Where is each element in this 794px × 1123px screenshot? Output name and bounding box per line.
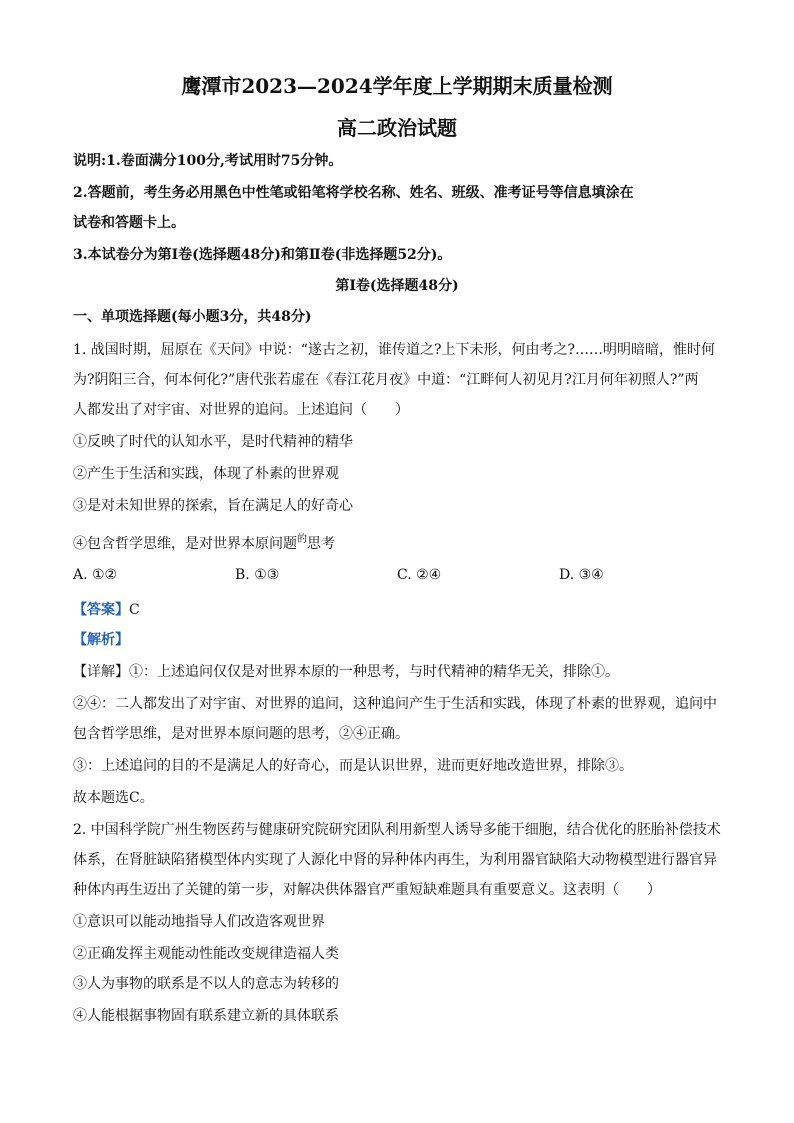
detail-text-1: ①：上述追问仅仅是对世界本原的一种思考，与时代精神的精华无关，排除①。 xyxy=(129,664,619,680)
exam-subtitle: 高二政治试题 xyxy=(337,116,457,140)
part-title: 一、单项选择题(每小题3分，共48分) xyxy=(73,309,312,325)
note-2: 2.答题前，考生务必用黑色中性笔或铅笔将学校名称、姓名、班级、准考证号等信息填涂在 xyxy=(73,185,634,201)
q2-item-4: ④人能根据事物固有联系建立新的具体联系 xyxy=(73,1008,339,1024)
note-1: 说明:1.卷面满分100分,考试用时75分钟。 xyxy=(73,153,343,169)
q1-item-4-text-b: 思考 xyxy=(307,536,335,552)
q1-option-b: B. ①③ xyxy=(235,567,280,583)
q2-item-3: ③人为事物的联系是不以人的意志为转移的 xyxy=(73,976,339,992)
q1-stem-line-2: 为?阴阳三合，何本何化?”唐代张若虚在《春江花月夜》中道：“江畔何人初见月?江月何年初照人?”两 xyxy=(73,372,699,388)
q1-option-a: A. ①② xyxy=(73,567,118,583)
q1-item-4-text-a: ④包含哲学思维，是对世界本原问题 xyxy=(73,536,297,552)
detail-tag: 【详解】 xyxy=(73,664,129,680)
q1-options xyxy=(73,567,734,583)
q1-detail-line-3: 包含哲学思维，是对世界本原问题的思考，②④正确。 xyxy=(73,726,409,742)
q1-answer xyxy=(73,599,734,619)
q1-item-3: ③是对未知世界的探索，旨在满足人的好奇心 xyxy=(73,498,353,514)
answer-tag: 【答案】 xyxy=(73,602,129,618)
q1-detail-line-2: ②④：二人都发出了对宇宙、对世界的追问，这种追问产生于生活和实践，体现了朴素的世界观，追问中 xyxy=(73,696,717,712)
note-3: 3.本试卷分为第Ⅰ卷(选择题48分)和第Ⅱ卷(非选择题52分)。 xyxy=(73,247,452,263)
q1-stem-line-3: 人都发出了对宇宙、对世界的追问。上述追问（ ） xyxy=(73,402,409,418)
q1-item-4-sup: 的 xyxy=(297,534,307,545)
answer-value: C xyxy=(129,602,140,618)
q1-item-2: ②产生于生活和实践，体现了朴素的世界观 xyxy=(73,466,339,482)
q1-detail-line-5: 故本题选C。 xyxy=(73,790,154,806)
q2-stem-line-3: 种体内再生迈出了关键的第一步，对解决供体器官严重短缺难题具有重要意义。这表明（ ） xyxy=(73,882,661,898)
q1-item-1: ①反映了时代的认知水平，是时代精神的精华 xyxy=(73,434,353,450)
q2-stem-line-2: 体系，在肾脏缺陷猪模型体内实现了人源化中肾的异种体内再生，为利用器官缺陷大动物模型进行器官异 xyxy=(73,852,717,868)
q1-detail-line-4: ③：上述追问的目的不是满足人的好奇心，而是认识世界，进而更好地改造世界，排除③。 xyxy=(73,758,633,774)
q2-item-2: ②正确发挥主观能动性能改变规律造福人类 xyxy=(73,946,339,962)
exam-title: 鹰潭市2023—2024学年度上学期期末质量检测 xyxy=(181,74,613,98)
q1-analysis xyxy=(73,629,734,649)
q1-detail-line-1 xyxy=(73,661,734,681)
q2-item-1: ①意识可以能动地指导人们改造客观世界 xyxy=(73,914,325,930)
q2-stem-line-1: 2. 中国科学院广州生物医药与健康研究院研究团队利用新型人诱导多能干细胞，结合优化的胚胎补偿技术 xyxy=(73,822,721,838)
q1-option-d: D. ③④ xyxy=(559,567,604,583)
q1-stem-line-1: 1. 战国时期，屈原在《天问》中说：“遂古之初，谁传道之?上下未形，何由考之?……明明暗暗，惟时何 xyxy=(73,342,715,358)
q1-item-4 xyxy=(73,533,734,553)
note-2-cont: 试卷和答题卡上。 xyxy=(73,215,185,231)
analysis-tag: 【解析】 xyxy=(73,632,129,648)
section-title: 第Ⅰ卷(选择题48分) xyxy=(335,278,459,294)
q1-option-c: C. ②④ xyxy=(397,567,442,583)
